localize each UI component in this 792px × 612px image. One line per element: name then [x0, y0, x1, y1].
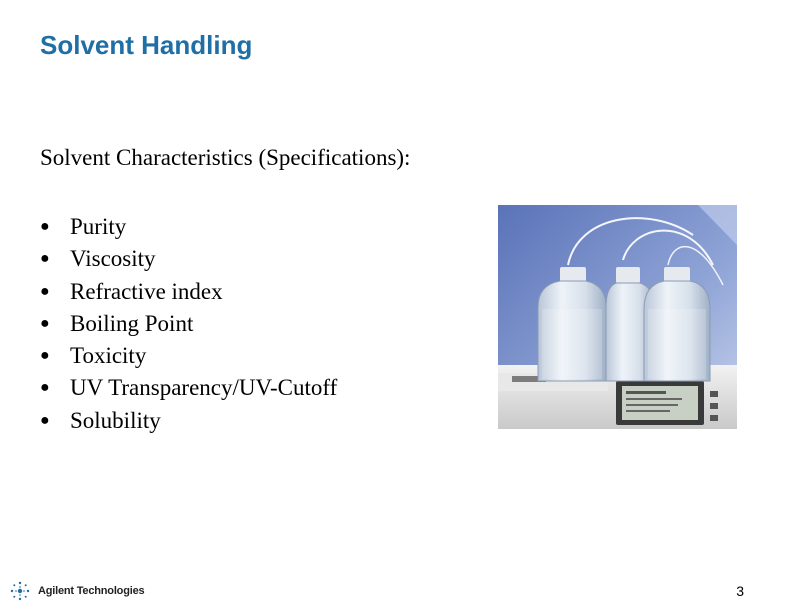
list-item [40, 276, 337, 308]
bullet-text: Purity [70, 214, 127, 239]
list-item [40, 308, 337, 340]
list-item [40, 405, 337, 437]
bullet-icon: ● [40, 314, 50, 332]
agilent-logo [8, 579, 144, 603]
bullet-text: Refractive index [70, 278, 223, 304]
bullet-icon: ● [40, 379, 50, 397]
slide-subtitle: Solvent Characteristics (Specifications): [40, 145, 411, 170]
bullet-text: UV Transparency/UV-Cutoff [70, 375, 338, 401]
bullet-icon: ● [40, 411, 50, 429]
bullet-text: Solubility [70, 407, 161, 433]
list-item [40, 243, 337, 275]
bullet-text: Viscosity [70, 246, 156, 272]
bullet-list [40, 211, 337, 437]
slide-title: Solvent Handling [40, 30, 253, 60]
bullet-text: Toxicity [70, 343, 147, 369]
bullet-icon: ● [40, 347, 50, 365]
agilent-spark-logo-icon [8, 579, 32, 603]
solvent-cabinet-photo [498, 205, 737, 429]
bullet-icon: ● [40, 250, 50, 268]
list-item [40, 211, 337, 243]
bullet-icon: ● [40, 218, 50, 235]
logo-text: Agilent Technologies [38, 585, 145, 597]
list-item [40, 372, 337, 404]
bullet-text: Boiling Point [70, 310, 194, 336]
bullet-icon: ● [40, 282, 50, 300]
page-number: 3 [736, 583, 744, 599]
list-item [40, 340, 337, 372]
